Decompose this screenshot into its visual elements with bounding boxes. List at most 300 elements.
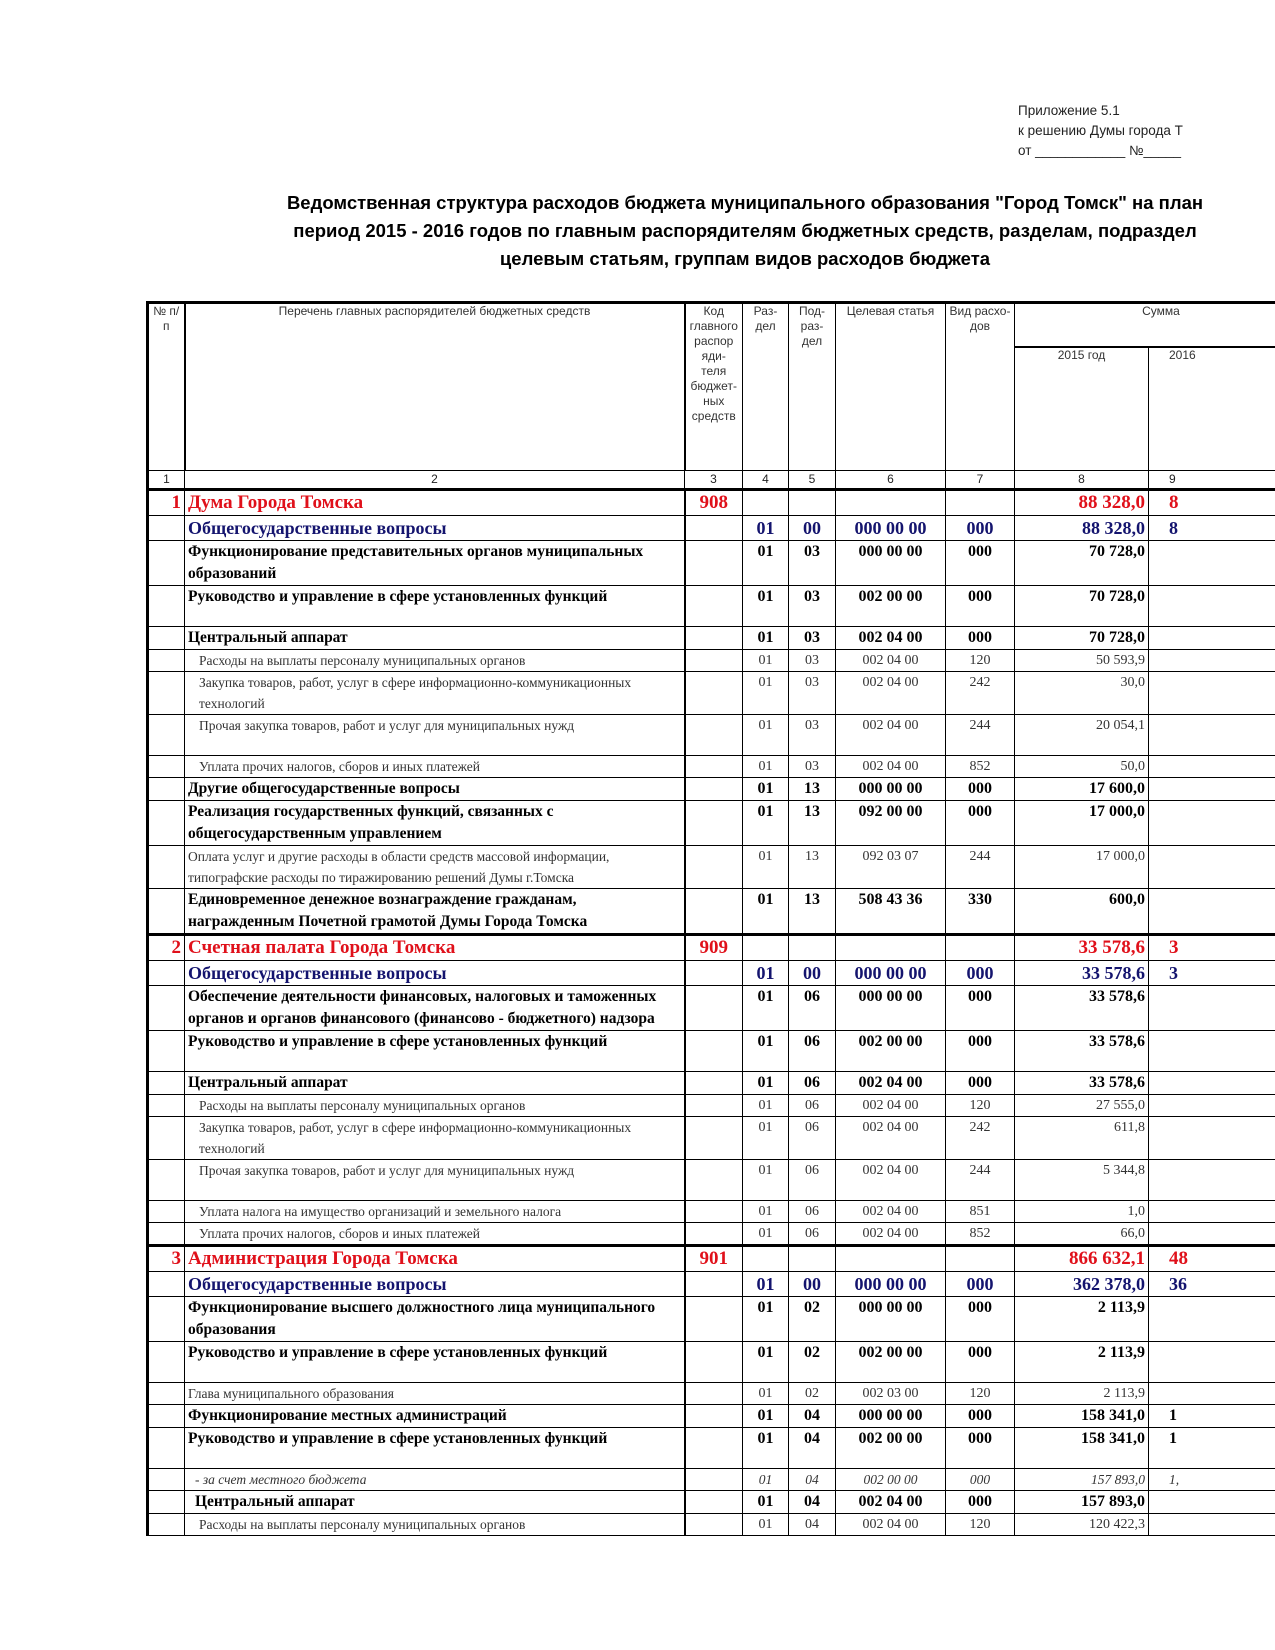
row-amount-2016: 48: [1149, 1246, 1275, 1272]
row-target-article: 002 00 00: [836, 1428, 946, 1469]
row-razdel: 01: [743, 1428, 789, 1469]
row-index: [148, 756, 185, 778]
row-amount-2015: 157 893,0: [1015, 1491, 1149, 1514]
row-name: Закупка товаров, работ, услуг в сфере информационно-коммуникационных технологий: [185, 672, 685, 715]
row-target-article: [836, 1246, 946, 1272]
row-index: [148, 961, 185, 986]
row-amount-2015: 30,0: [1015, 672, 1149, 715]
row-index: [148, 1031, 185, 1072]
row-admin-code: [685, 986, 743, 1031]
row-admin-code: [685, 1072, 743, 1095]
row-amount-2015: 158 341,0: [1015, 1428, 1149, 1469]
title-line-2: период 2015 - 2016 годов по главным распорядителям бюджетных средств, разделам, подраздел: [293, 220, 1197, 241]
row-podrazdel: 04: [789, 1469, 836, 1491]
row-index: [148, 541, 185, 586]
row-admin-code: [685, 1272, 743, 1297]
row-target-article: 092 03 07: [836, 846, 946, 889]
row-amount-2015: 5 344,8: [1015, 1160, 1149, 1201]
colnum-1: 1: [148, 471, 185, 490]
row-index: [148, 715, 185, 756]
row-target-article: [836, 490, 946, 516]
row-target-article: 002 04 00: [836, 1160, 946, 1201]
row-razdel: 01: [743, 516, 789, 541]
row-amount-2015: 158 341,0: [1015, 1405, 1149, 1428]
row-podrazdel: 03: [789, 756, 836, 778]
row-razdel: 01: [743, 627, 789, 650]
row-target-article: 000 00 00: [836, 1272, 946, 1297]
header-podrazdel: Под- раз- дел: [789, 303, 836, 471]
row-name: Счетная палата Города Томска: [185, 935, 685, 961]
row-podrazdel: 00: [789, 961, 836, 986]
row-target-article: 002 04 00: [836, 650, 946, 672]
row-amount-2016: [1149, 778, 1275, 801]
row-index: [148, 650, 185, 672]
table-row: [148, 778, 1275, 801]
row-podrazdel: 06: [789, 1031, 836, 1072]
row-expense-type: 000: [946, 627, 1015, 650]
row-expense-type: 244: [946, 846, 1015, 889]
row-amount-2016: 3: [1149, 961, 1275, 986]
row-amount-2016: [1149, 801, 1275, 846]
row-admin-code: [685, 846, 743, 889]
header-vid: Вид расхо- дов: [946, 303, 1015, 471]
row-admin-code: [685, 1514, 743, 1536]
colnum-9: 9: [1149, 471, 1275, 490]
row-amount-2015: 70 728,0: [1015, 627, 1149, 650]
table-row: [148, 1428, 1275, 1469]
row-razdel: 01: [743, 1031, 789, 1072]
table-row: [148, 1405, 1275, 1428]
header-sum: Сумма: [1015, 303, 1275, 348]
row-amount-2016: [1149, 586, 1275, 627]
row-name: Руководство и управление в сфере установленных функций: [185, 1031, 685, 1072]
row-razdel: 01: [743, 650, 789, 672]
row-expense-type: 330: [946, 889, 1015, 935]
row-amount-2015: 2 113,9: [1015, 1297, 1149, 1342]
row-index: [148, 1095, 185, 1117]
row-amount-2015: 33 578,6: [1015, 961, 1149, 986]
row-expense-type: 000: [946, 801, 1015, 846]
header-target: Целевая статья: [836, 303, 946, 471]
row-admin-code: [685, 1297, 743, 1342]
row-expense-type: 242: [946, 1117, 1015, 1160]
row-expense-type: 000: [946, 1342, 1015, 1383]
row-razdel: 01: [743, 1117, 789, 1160]
row-name: Центральный аппарат: [185, 1491, 685, 1514]
row-amount-2016: 1: [1149, 1428, 1275, 1469]
row-admin-code: [685, 1031, 743, 1072]
row-podrazdel: [789, 490, 836, 516]
table-row: [148, 1160, 1275, 1201]
row-name: - за счет местного бюджета: [185, 1469, 685, 1491]
row-expense-type: 120: [946, 1514, 1015, 1536]
header-2016: 2016: [1149, 347, 1275, 471]
colnum-7: 7: [946, 471, 1015, 490]
row-index: [148, 586, 185, 627]
table-row: [148, 1117, 1275, 1160]
row-index: [148, 778, 185, 801]
row-podrazdel: 04: [789, 1405, 836, 1428]
table-row: [148, 1201, 1275, 1223]
row-admin-code: [685, 801, 743, 846]
row-index: 3: [148, 1246, 185, 1272]
row-razdel: 01: [743, 586, 789, 627]
row-name: Функционирование представительных органов муниципальных образований: [185, 541, 685, 586]
row-name: Администрация Города Томска: [185, 1246, 685, 1272]
row-podrazdel: 06: [789, 1072, 836, 1095]
row-index: [148, 1201, 185, 1223]
table-row: [148, 1491, 1275, 1514]
row-amount-2016: [1149, 627, 1275, 650]
row-expense-type: 000: [946, 541, 1015, 586]
table-row: [148, 1031, 1275, 1072]
row-target-article: 000 00 00: [836, 541, 946, 586]
row-index: [148, 1072, 185, 1095]
row-name: Другие общегосударственные вопросы: [185, 778, 685, 801]
table-row: [148, 627, 1275, 650]
row-expense-type: 852: [946, 756, 1015, 778]
row-amount-2015: 33 578,6: [1015, 1072, 1149, 1095]
row-amount-2015: 33 578,6: [1015, 935, 1149, 961]
row-expense-type: 242: [946, 672, 1015, 715]
column-number-row: [148, 471, 1275, 490]
row-amount-2015: 50,0: [1015, 756, 1149, 778]
row-admin-code: [685, 961, 743, 986]
row-admin-code: [685, 586, 743, 627]
row-name: Общегосударственные вопросы: [185, 961, 685, 986]
row-amount-2015: 70 728,0: [1015, 541, 1149, 586]
row-name: Центральный аппарат: [185, 1072, 685, 1095]
row-target-article: 002 00 00: [836, 1342, 946, 1383]
row-index: [148, 1223, 185, 1246]
row-name: Руководство и управление в сфере установленных функций: [185, 586, 685, 627]
row-target-article: 002 00 00: [836, 1469, 946, 1491]
row-name: Прочая закупка товаров, работ и услуг для муниципальных нужд: [185, 1160, 685, 1201]
row-podrazdel: 06: [789, 1160, 836, 1201]
row-admin-code: [685, 516, 743, 541]
row-index: [148, 846, 185, 889]
row-podrazdel: 13: [789, 801, 836, 846]
row-target-article: 092 00 00: [836, 801, 946, 846]
row-amount-2016: [1149, 1223, 1275, 1246]
row-admin-code: [685, 1342, 743, 1383]
row-amount-2016: 1: [1149, 1405, 1275, 1428]
row-amount-2016: 36: [1149, 1272, 1275, 1297]
org-row: [148, 490, 1275, 516]
row-target-article: 002 04 00: [836, 1072, 946, 1095]
table-row: [148, 541, 1275, 586]
row-amount-2016: [1149, 715, 1275, 756]
row-admin-code: [685, 756, 743, 778]
row-amount-2016: [1149, 1342, 1275, 1383]
row-razdel: 01: [743, 801, 789, 846]
row-amount-2015: 120 422,3: [1015, 1514, 1149, 1536]
row-expense-type: [946, 935, 1015, 961]
row-target-article: 000 00 00: [836, 1405, 946, 1428]
row-expense-type: 244: [946, 715, 1015, 756]
row-target-article: 002 04 00: [836, 756, 946, 778]
row-admin-code: [685, 1117, 743, 1160]
row-target-article: 000 00 00: [836, 1297, 946, 1342]
row-name: Обеспечение деятельности финансовых, налоговых и таможенных органов и органов финансового (финансово - бюджетного) надзора: [185, 986, 685, 1031]
row-target-article: 002 04 00: [836, 1491, 946, 1514]
row-name: Закупка товаров, работ, услуг в сфере информационно-коммуникационных технологий: [185, 1117, 685, 1160]
row-razdel: 01: [743, 1072, 789, 1095]
row-amount-2015: 88 328,0: [1015, 490, 1149, 516]
row-podrazdel: 03: [789, 650, 836, 672]
row-amount-2015: 2 113,9: [1015, 1383, 1149, 1405]
row-razdel: [743, 1246, 789, 1272]
row-target-article: 002 04 00: [836, 627, 946, 650]
row-podrazdel: 03: [789, 672, 836, 715]
appendix-line-3: от ____________ №_____: [1018, 143, 1182, 158]
table-row: [148, 801, 1275, 846]
row-razdel: 01: [743, 541, 789, 586]
row-name: Единовременное денежное вознаграждение гражданам, награжденным Почетной грамотой Думы Города Томска: [185, 889, 685, 935]
row-amount-2016: [1149, 1095, 1275, 1117]
row-index: [148, 1160, 185, 1201]
table-row: [148, 1383, 1275, 1405]
row-name: Центральный аппарат: [185, 627, 685, 650]
row-admin-code: [685, 1469, 743, 1491]
row-expense-type: 851: [946, 1201, 1015, 1223]
colnum-8: 8: [1015, 471, 1149, 490]
row-index: 2: [148, 935, 185, 961]
row-amount-2015: 20 054,1: [1015, 715, 1149, 756]
row-amount-2016: [1149, 889, 1275, 935]
row-razdel: 01: [743, 1201, 789, 1223]
row-expense-type: 120: [946, 650, 1015, 672]
table-row: [148, 586, 1275, 627]
row-podrazdel: 02: [789, 1342, 836, 1383]
row-name: Уплата прочих налогов, сборов и иных платежей: [185, 756, 685, 778]
row-podrazdel: [789, 935, 836, 961]
row-admin-code: [685, 889, 743, 935]
row-admin-code: 909: [685, 935, 743, 961]
row-podrazdel: 04: [789, 1514, 836, 1536]
colnum-2: 2: [185, 471, 685, 490]
row-index: [148, 1514, 185, 1536]
row-target-article: 000 00 00: [836, 778, 946, 801]
title-line-1: Ведомственная структура расходов бюджета муниципального образования "Город Томск" на план: [286, 192, 1204, 213]
row-amount-2015: 17 000,0: [1015, 846, 1149, 889]
row-index: [148, 516, 185, 541]
row-expense-type: [946, 1246, 1015, 1272]
row-amount-2016: [1149, 650, 1275, 672]
row-target-article: 002 04 00: [836, 1095, 946, 1117]
row-expense-type: 000: [946, 1428, 1015, 1469]
table-row: [148, 889, 1275, 935]
colnum-6: 6: [836, 471, 946, 490]
row-amount-2015: 362 378,0: [1015, 1272, 1149, 1297]
row-podrazdel: 13: [789, 889, 836, 935]
row-podrazdel: 00: [789, 1272, 836, 1297]
row-amount-2015: 27 555,0: [1015, 1095, 1149, 1117]
row-amount-2015: 50 593,9: [1015, 650, 1149, 672]
row-index: [148, 1405, 185, 1428]
row-amount-2016: 8: [1149, 490, 1275, 516]
appendix-line-1: Приложение 5.1: [1018, 103, 1120, 118]
header-code: Код главного распор яди- теля бюджет- ных средств: [685, 303, 743, 471]
row-admin-code: [685, 1405, 743, 1428]
row-amount-2016: [1149, 1201, 1275, 1223]
row-podrazdel: 06: [789, 1223, 836, 1246]
row-amount-2015: 33 578,6: [1015, 1031, 1149, 1072]
row-amount-2015: 1,0: [1015, 1201, 1149, 1223]
row-podrazdel: 06: [789, 986, 836, 1031]
row-razdel: 01: [743, 986, 789, 1031]
row-target-article: 002 00 00: [836, 586, 946, 627]
row-index: [148, 986, 185, 1031]
table-row: [148, 650, 1275, 672]
row-admin-code: [685, 1160, 743, 1201]
row-razdel: 01: [743, 1160, 789, 1201]
row-amount-2015: 600,0: [1015, 889, 1149, 935]
row-razdel: 01: [743, 1223, 789, 1246]
row-target-article: 508 43 36: [836, 889, 946, 935]
row-amount-2016: [1149, 1160, 1275, 1201]
row-admin-code: [685, 1491, 743, 1514]
row-expense-type: 852: [946, 1223, 1015, 1246]
row-name: Общегосударственные вопросы: [185, 1272, 685, 1297]
row-name: Реализация государственных функций, связанных с общегосударственным управлением: [185, 801, 685, 846]
row-amount-2016: [1149, 986, 1275, 1031]
row-admin-code: [685, 1383, 743, 1405]
row-expense-type: 120: [946, 1383, 1015, 1405]
row-index: [148, 1469, 185, 1491]
row-expense-type: 000: [946, 986, 1015, 1031]
row-expense-type: 000: [946, 516, 1015, 541]
row-razdel: 01: [743, 756, 789, 778]
row-expense-type: 000: [946, 1405, 1015, 1428]
row-amount-2015: 2 113,9: [1015, 1342, 1149, 1383]
row-amount-2016: 8: [1149, 516, 1275, 541]
row-amount-2016: [1149, 756, 1275, 778]
row-name: Дума Города Томска: [185, 490, 685, 516]
row-index: [148, 1491, 185, 1514]
row-name: Функционирование местных администраций: [185, 1405, 685, 1428]
row-index: [148, 889, 185, 935]
row-razdel: 01: [743, 1297, 789, 1342]
row-podrazdel: 03: [789, 586, 836, 627]
row-expense-type: [946, 490, 1015, 516]
row-expense-type: 000: [946, 1297, 1015, 1342]
row-name: Расходы на выплаты персоналу муниципальных органов: [185, 650, 685, 672]
table-row: [148, 1297, 1275, 1342]
table-row: [148, 1095, 1275, 1117]
row-razdel: 01: [743, 715, 789, 756]
row-admin-code: [685, 672, 743, 715]
row-target-article: 002 04 00: [836, 1201, 946, 1223]
row-razdel: 01: [743, 1095, 789, 1117]
org-row: [148, 1246, 1275, 1272]
row-admin-code: [685, 778, 743, 801]
row-index: [148, 627, 185, 650]
row-admin-code: [685, 1095, 743, 1117]
header-razdel: Раз- дел: [743, 303, 789, 471]
row-amount-2016: [1149, 541, 1275, 586]
row-index: 1: [148, 490, 185, 516]
row-amount-2016: 3: [1149, 935, 1275, 961]
row-razdel: 01: [743, 672, 789, 715]
row-target-article: 002 04 00: [836, 1117, 946, 1160]
row-target-article: 002 04 00: [836, 1223, 946, 1246]
row-razdel: 01: [743, 846, 789, 889]
table-row: [148, 715, 1275, 756]
row-expense-type: 120: [946, 1095, 1015, 1117]
row-expense-type: 244: [946, 1160, 1015, 1201]
row-target-article: [836, 935, 946, 961]
row-amount-2016: 1,: [1149, 1469, 1275, 1491]
section-row: [148, 961, 1275, 986]
row-razdel: 01: [743, 961, 789, 986]
row-amount-2016: [1149, 1031, 1275, 1072]
row-podrazdel: 06: [789, 1201, 836, 1223]
row-podrazdel: 03: [789, 627, 836, 650]
row-amount-2016: [1149, 1514, 1275, 1536]
row-razdel: 01: [743, 778, 789, 801]
row-amount-2016: [1149, 672, 1275, 715]
row-podrazdel: 04: [789, 1491, 836, 1514]
row-amount-2016: [1149, 1117, 1275, 1160]
row-amount-2015: 33 578,6: [1015, 986, 1149, 1031]
row-admin-code: 901: [685, 1246, 743, 1272]
table-row: [148, 672, 1275, 715]
row-index: [148, 1342, 185, 1383]
row-razdel: [743, 490, 789, 516]
row-razdel: 01: [743, 1491, 789, 1514]
row-admin-code: [685, 627, 743, 650]
row-podrazdel: 00: [789, 516, 836, 541]
row-amount-2015: 866 632,1: [1015, 1246, 1149, 1272]
row-target-article: 000 00 00: [836, 961, 946, 986]
row-expense-type: 000: [946, 778, 1015, 801]
row-name: Уплата прочих налогов, сборов и иных платежей: [185, 1223, 685, 1246]
row-admin-code: [685, 1428, 743, 1469]
row-amount-2015: 70 728,0: [1015, 586, 1149, 627]
row-name: Прочая закупка товаров, работ и услуг для муниципальных нужд: [185, 715, 685, 756]
colnum-3: 3: [685, 471, 743, 490]
row-razdel: 01: [743, 1383, 789, 1405]
row-razdel: 01: [743, 1405, 789, 1428]
row-podrazdel: 13: [789, 846, 836, 889]
table-row: [148, 846, 1275, 889]
row-target-article: 002 04 00: [836, 672, 946, 715]
appendix-line-2: к решению Думы города Т: [1018, 123, 1183, 138]
row-target-article: 000 00 00: [836, 516, 946, 541]
row-index: [148, 1272, 185, 1297]
row-expense-type: 000: [946, 1491, 1015, 1514]
row-name: Руководство и управление в сфере установленных функций: [185, 1342, 685, 1383]
table-row: [148, 1514, 1275, 1536]
row-admin-code: [685, 650, 743, 672]
row-index: [148, 1117, 185, 1160]
row-razdel: 01: [743, 1342, 789, 1383]
colnum-4: 4: [743, 471, 789, 490]
row-expense-type: 000: [946, 1469, 1015, 1491]
row-target-article: 002 04 00: [836, 715, 946, 756]
row-expense-type: 000: [946, 586, 1015, 627]
row-razdel: 01: [743, 1272, 789, 1297]
header-num: № п/п: [148, 303, 185, 471]
row-name: Глава муниципального образования: [185, 1383, 685, 1405]
row-amount-2016: [1149, 1297, 1275, 1342]
row-index: [148, 1297, 185, 1342]
row-expense-type: 000: [946, 961, 1015, 986]
row-admin-code: 908: [685, 490, 743, 516]
row-podrazdel: 02: [789, 1383, 836, 1405]
table-row: [148, 1342, 1275, 1383]
